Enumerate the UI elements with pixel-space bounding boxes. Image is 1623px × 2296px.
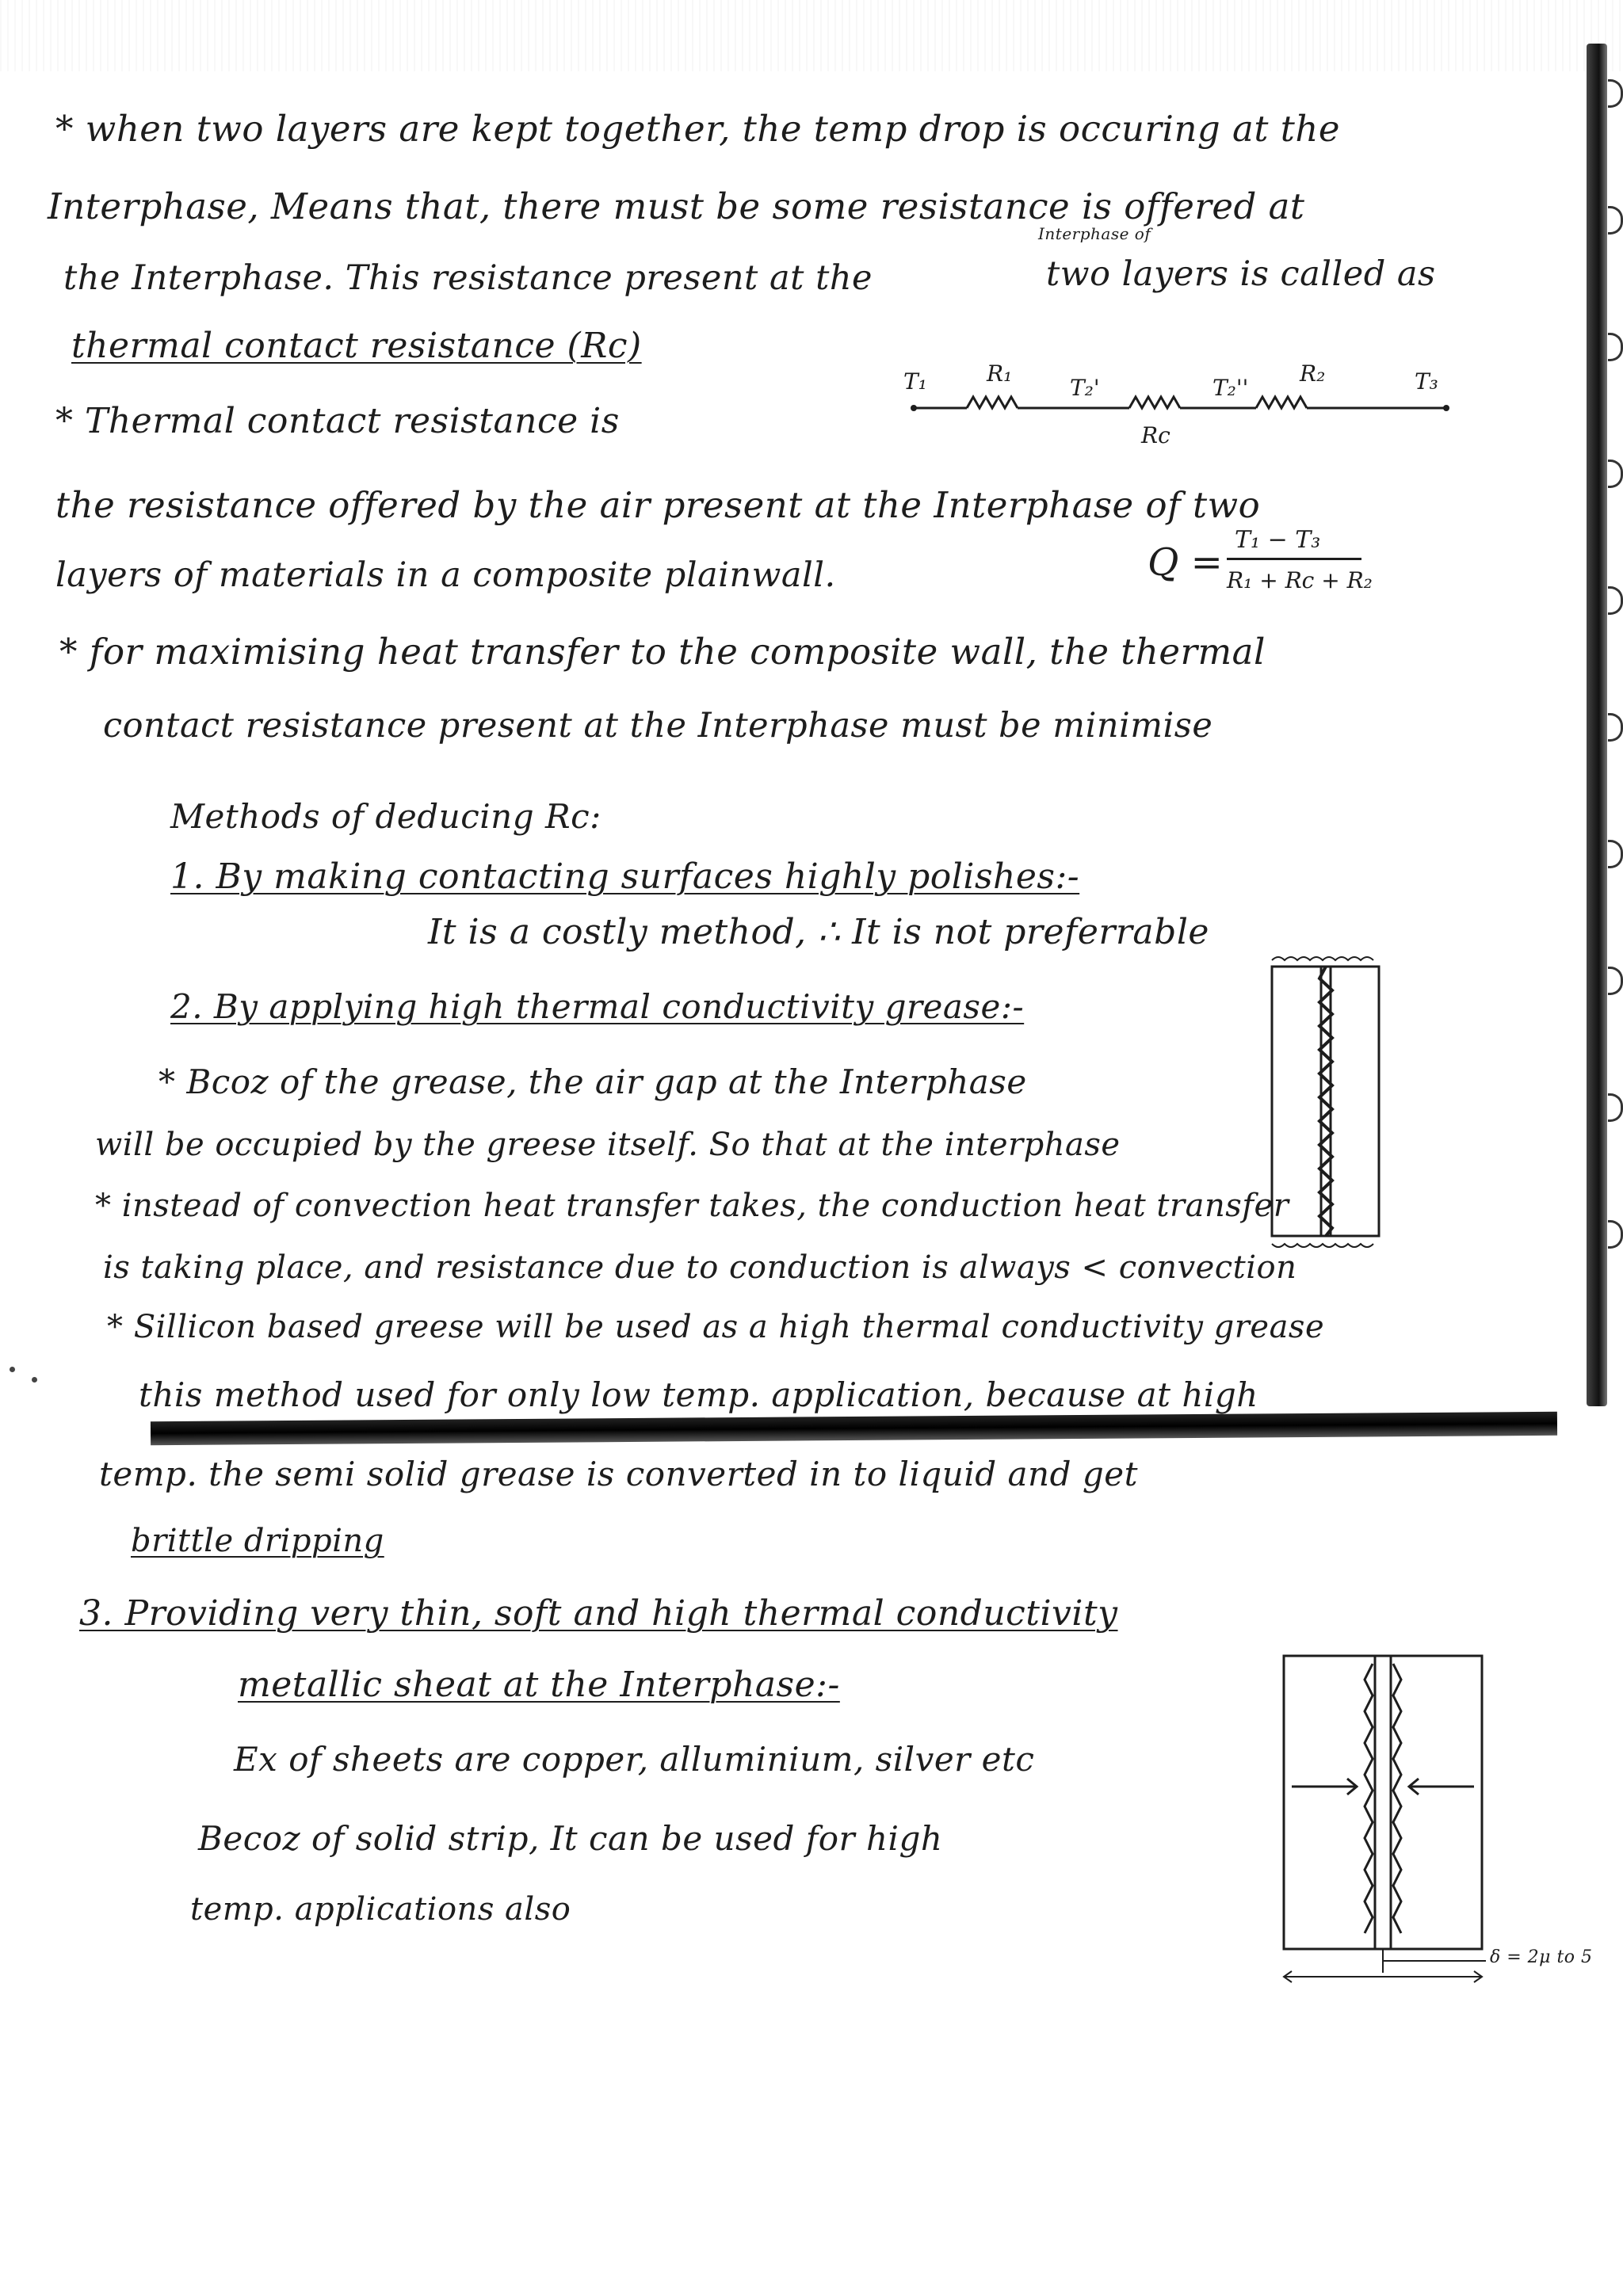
note-line-3b: two layers is called as bbox=[1046, 254, 1436, 294]
binding-ring bbox=[1608, 333, 1623, 361]
metal-sheet-diagram bbox=[1268, 1648, 1593, 2028]
method-3-line-2: Becoz of solid strip, It can be used for high bbox=[198, 1819, 943, 1858]
method-1-note: It is a costly method, ∴ It is not preferrable bbox=[428, 912, 1209, 952]
note-line-6: the resistance offered by the air present at the Interphase of two bbox=[55, 484, 1261, 526]
binding-ring bbox=[1608, 206, 1623, 235]
method-3-line-1: Ex of sheets are copper, alluminium, silver etc bbox=[234, 1740, 1035, 1779]
label-t3: T₃ bbox=[1415, 368, 1438, 395]
method-1-title: 1. By making contacting surfaces highly polishes:- bbox=[170, 856, 1080, 897]
note-line-5: * Thermal contact resistance is bbox=[55, 401, 620, 441]
grease-interface-diagram bbox=[1264, 951, 1387, 1252]
note-line-9: contact resistance present at the Interphase must be minimise bbox=[103, 706, 1213, 746]
method-2-line-3: * instead of convection heat transfer takes, the conduction heat transfer bbox=[95, 1188, 1289, 1224]
method-2-line-8: brittle dripping bbox=[131, 1523, 384, 1559]
scan-speckle bbox=[0, 0, 1623, 71]
resistance-circuit bbox=[899, 360, 1470, 456]
binding-ring bbox=[1608, 967, 1623, 995]
label-t2-double-prime: T₂'' bbox=[1212, 375, 1249, 401]
method-3-title-a: 3. Providing very thin, soft and high thermal conductivity bbox=[79, 1593, 1118, 1634]
circuit-diagram bbox=[899, 360, 1470, 456]
binding-ring bbox=[1608, 713, 1623, 742]
label-t1: T₁ bbox=[903, 368, 927, 395]
note-line-1: * when two layers are kept together, the temp drop is occuring at the bbox=[55, 108, 1340, 150]
sheet-diagram bbox=[1268, 1648, 1537, 2028]
formula-numerator: T₁ − T₃ bbox=[1235, 526, 1321, 554]
method-2-line-4: is taking place, and resistance due to conduction is always < convection bbox=[103, 1249, 1297, 1286]
spiral-binding-edge bbox=[1587, 44, 1607, 1406]
binding-ring bbox=[1608, 840, 1623, 868]
method-3-line-3: temp. applications also bbox=[190, 1891, 571, 1928]
binding-ring bbox=[1608, 79, 1623, 108]
heat-flow-formula bbox=[1148, 523, 1480, 610]
fraction-bar bbox=[1227, 558, 1361, 560]
scan-dot bbox=[32, 1377, 37, 1383]
note-line-2: Interphase, Means that, there must be some resistance is offered at bbox=[48, 185, 1305, 227]
method-2-line-7: temp. the semi solid grease is converted in to liquid and get bbox=[99, 1455, 1138, 1493]
note-line-3a: the Interphase. This resistance present at the bbox=[63, 258, 873, 298]
label-r1: R₁ bbox=[987, 360, 1013, 387]
grease-diagram bbox=[1264, 951, 1387, 1252]
methods-heading: Methods of deducing Rc: bbox=[170, 797, 601, 836]
method-2-line-1: * Bcoz of the grease, the air gap at the Interphase bbox=[158, 1062, 1027, 1101]
method-2-title: 2. By applying high thermal conductivity grease:- bbox=[170, 987, 1025, 1026]
binding-ring bbox=[1608, 1093, 1623, 1122]
formula-lhs: Q = bbox=[1148, 540, 1223, 585]
method-2-line-2: will be occupied by the greese itself. So that at the interphase bbox=[95, 1127, 1121, 1163]
method-3-title-b: metallic sheat at the Interphase:- bbox=[238, 1665, 840, 1705]
page-bottom-edge bbox=[151, 1412, 1557, 1445]
sheet-thickness-label: δ = 2μ to 5 bbox=[1490, 1947, 1593, 1967]
note-line-8: * for maximising heat transfer to the composite wall, the thermal bbox=[59, 631, 1266, 673]
note-line-3-insert: Interphase of bbox=[1038, 224, 1151, 243]
binding-ring bbox=[1608, 1220, 1623, 1249]
scan-dot bbox=[10, 1367, 15, 1372]
term-thermal-contact-resistance: thermal contact resistance (Rc) bbox=[71, 326, 642, 366]
method-2-line-6: this method used for only low temp. application, because at high bbox=[139, 1375, 1258, 1414]
note-line-7: layers of materials in a composite plainwall. bbox=[55, 555, 836, 595]
label-rc: Rc bbox=[1141, 422, 1170, 448]
label-r2: R₂ bbox=[1300, 360, 1326, 387]
binding-ring bbox=[1608, 460, 1623, 488]
method-2-line-5: * Sillicon based greese will be used as a high thermal conductivity grease bbox=[107, 1309, 1325, 1345]
label-t2-prime: T₂' bbox=[1070, 375, 1100, 401]
formula-denominator: R₁ + Rc + R₂ bbox=[1227, 567, 1373, 593]
binding-ring bbox=[1608, 586, 1623, 615]
